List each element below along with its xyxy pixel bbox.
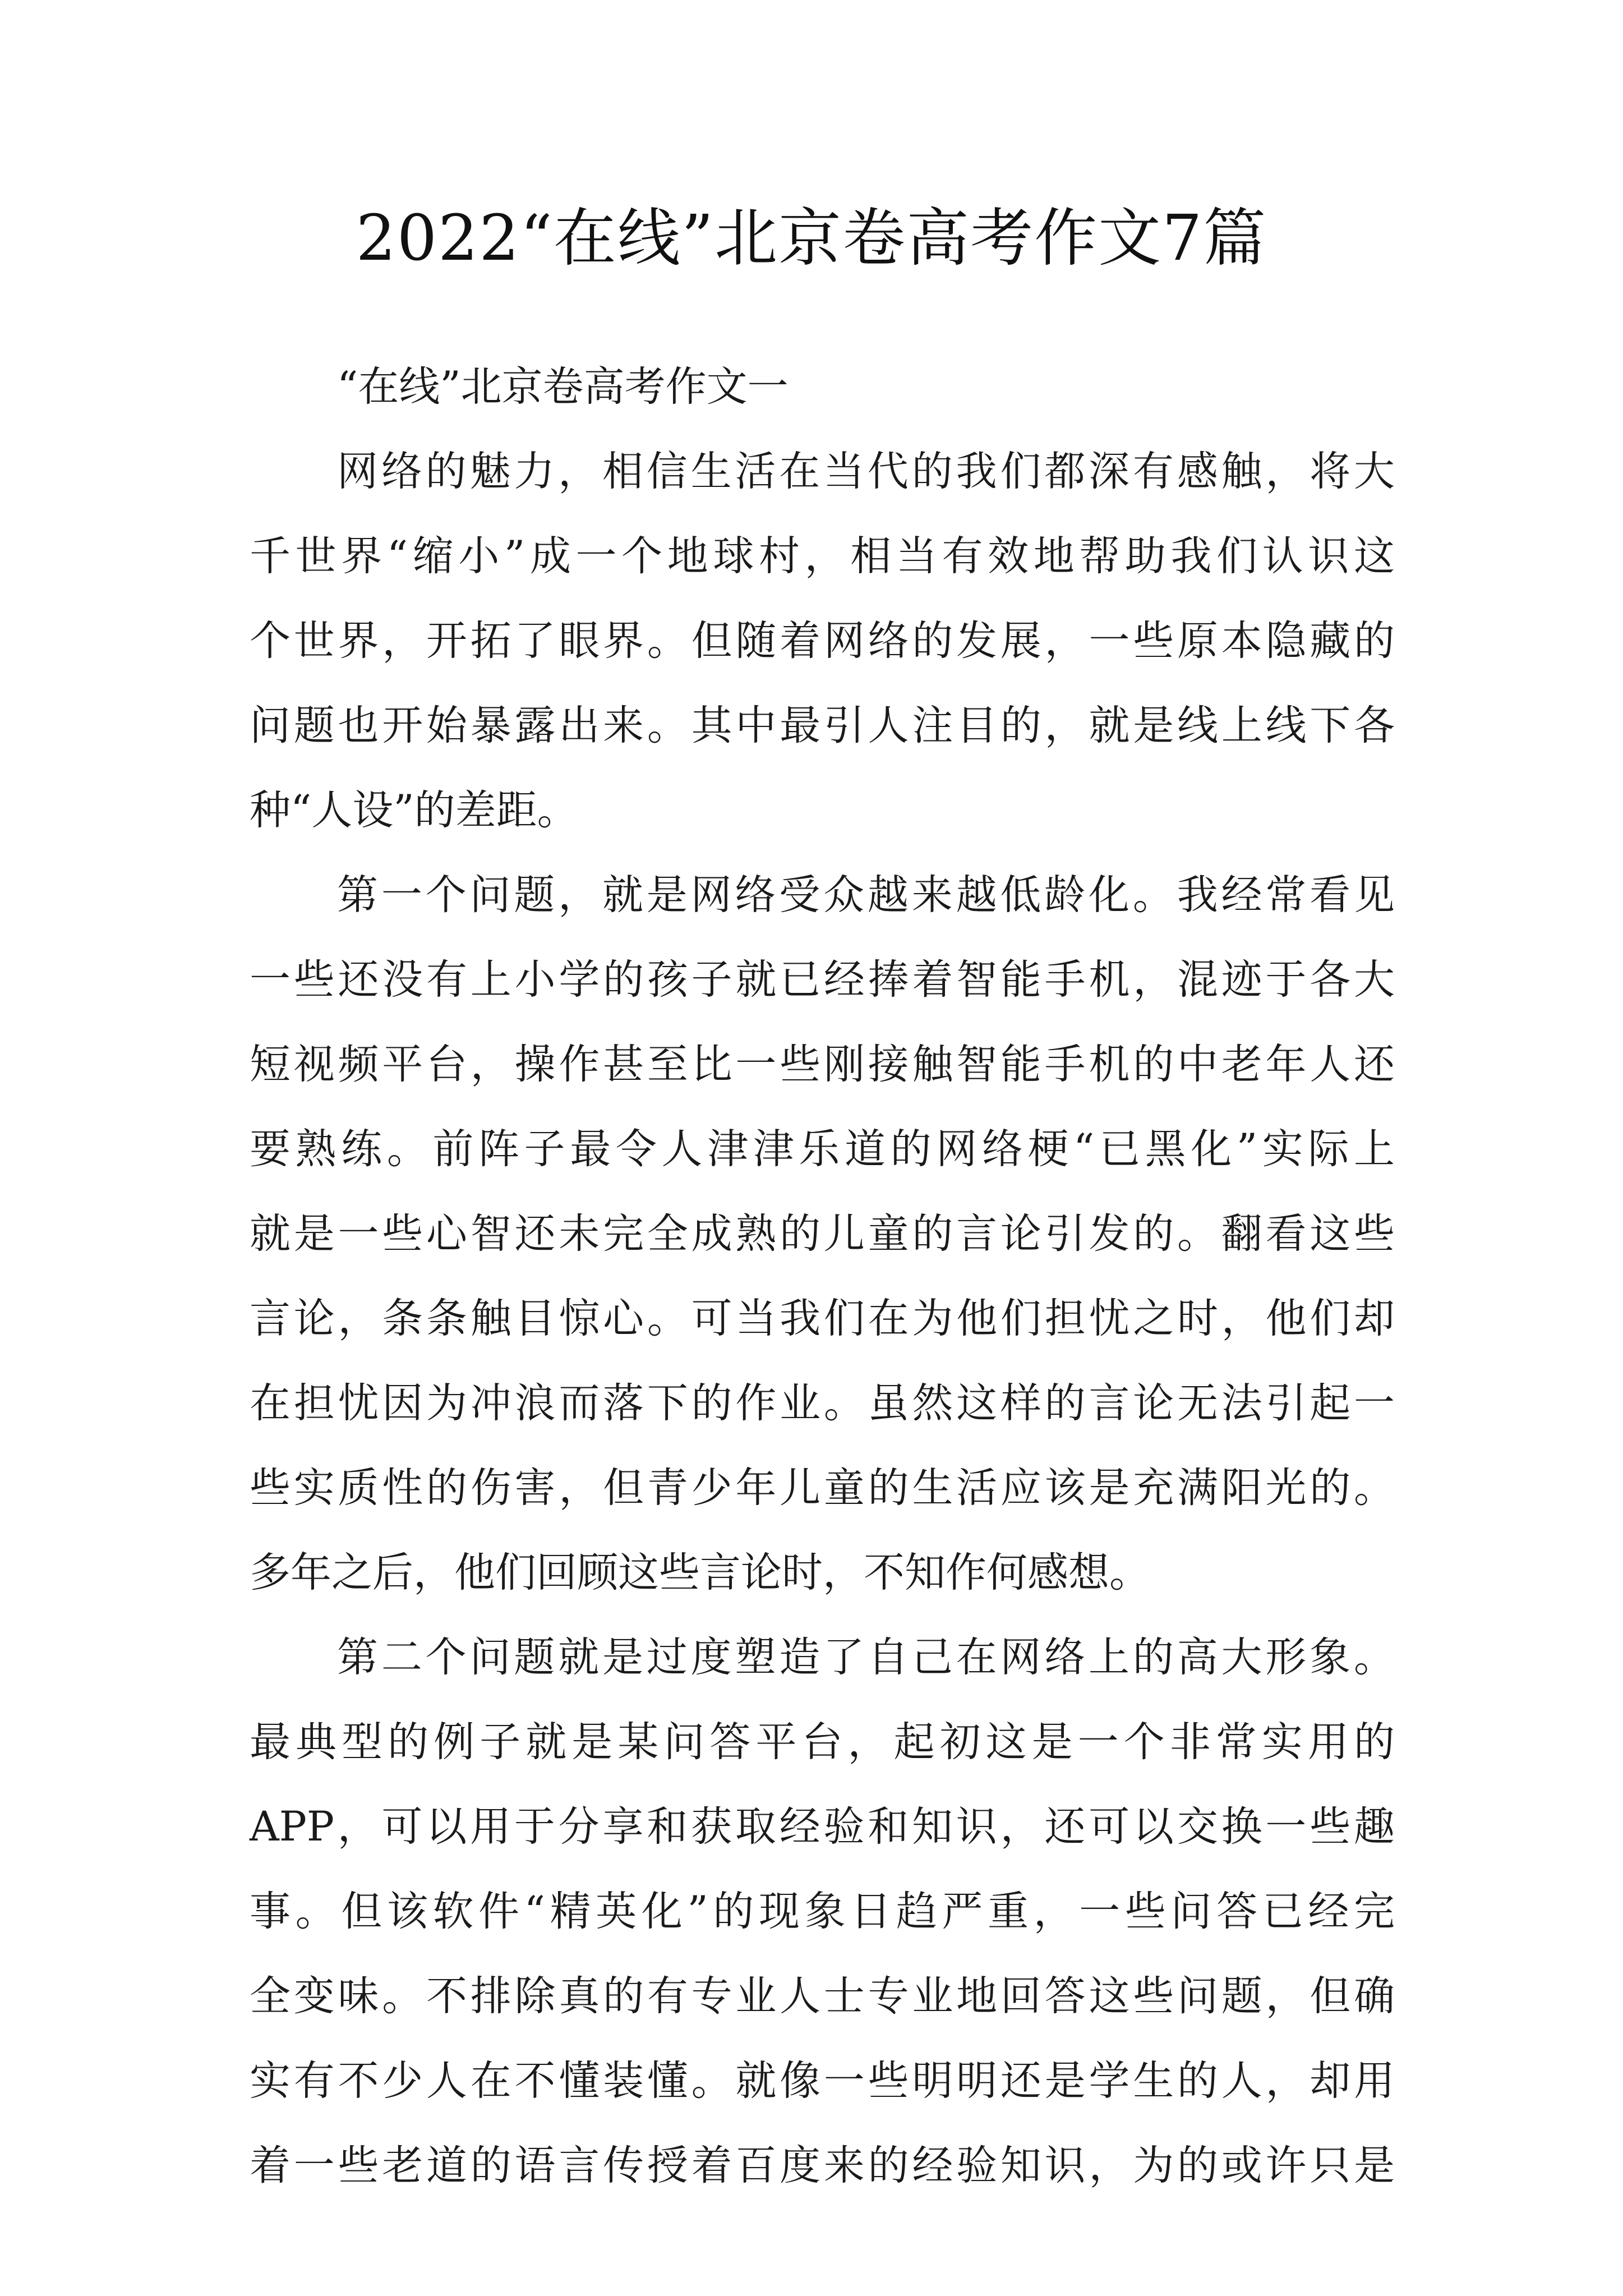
body-line: 种“人设”的差距。 xyxy=(250,786,578,834)
body-line: 短视频平台，操作甚至比一些刚接触智能手机的中老年人还 xyxy=(250,1041,1395,1088)
body-line: “在线”北京卷高考作文一 xyxy=(337,363,789,411)
body-line: 最典型的例子就是某问答平台，起初这是一个非常实用的 xyxy=(250,1718,1395,1766)
body-line: 第一个问题，就是网络受众越来越低龄化。我经常看见 xyxy=(337,871,1395,919)
body-line: 全变味。不排除真的有专业人士专业地回答这些问题，但确 xyxy=(250,1972,1395,2020)
body-line: 些实质性的伤害，但青少年儿童的生活应该是充满阳光的。 xyxy=(250,1464,1395,1512)
body-line: 问题也开始暴露出来。其中最引人注目的，就是线上线下各 xyxy=(250,702,1395,749)
body-line: 要熟练。前阵子最令人津津乐道的网络梗“已黑化”实际上 xyxy=(250,1125,1395,1173)
body-line: 着一些老道的语言传授着百度来的经验知识，为的或许只是 xyxy=(250,2142,1395,2189)
body-line: 一些还没有上小学的孩子就已经捧着智能手机，混迹于各大 xyxy=(250,956,1395,1004)
body-line: 第二个问题就是过度塑造了自己在网络上的高大形象。 xyxy=(337,1634,1395,1681)
body-line: 事。但该软件“精英化”的现象日趋严重，一些问答已经完 xyxy=(250,1888,1395,1935)
body-line: 多年之后，他们回顾这些言论时，不知作何感想。 xyxy=(250,1549,1150,1596)
body-line: 千世界“缩小”成一个地球村，相当有效地帮助我们认识这 xyxy=(250,532,1395,580)
body-line: 个世界，开拓了眼界。但随着网络的发展，一些原本隐藏的 xyxy=(250,617,1395,665)
body-line: 言论，条条触目惊心。可当我们在为他们担忧之时，他们却 xyxy=(250,1295,1395,1342)
body-line: 就是一些心智还未完全成熟的儿童的言论引发的。翻看这些 xyxy=(250,1210,1395,1258)
document-title: 2022“在线”北京卷高考作文7篇 xyxy=(356,202,1267,275)
body-line: 在担忧因为冲浪而落下的作业。虽然这样的言论无法引起一 xyxy=(250,1379,1395,1427)
document-body xyxy=(250,344,1395,2208)
body-line: APP，可以用于分享和获取经验和知识，还可以交换一些趣 xyxy=(250,1803,1395,1851)
body-line: 网络的魅力，相信生活在当代的我们都深有感触，将大 xyxy=(337,448,1395,495)
body-line: 实有不少人在不懂装懂。就像一些明明还是学生的人，却用 xyxy=(250,2057,1395,2105)
